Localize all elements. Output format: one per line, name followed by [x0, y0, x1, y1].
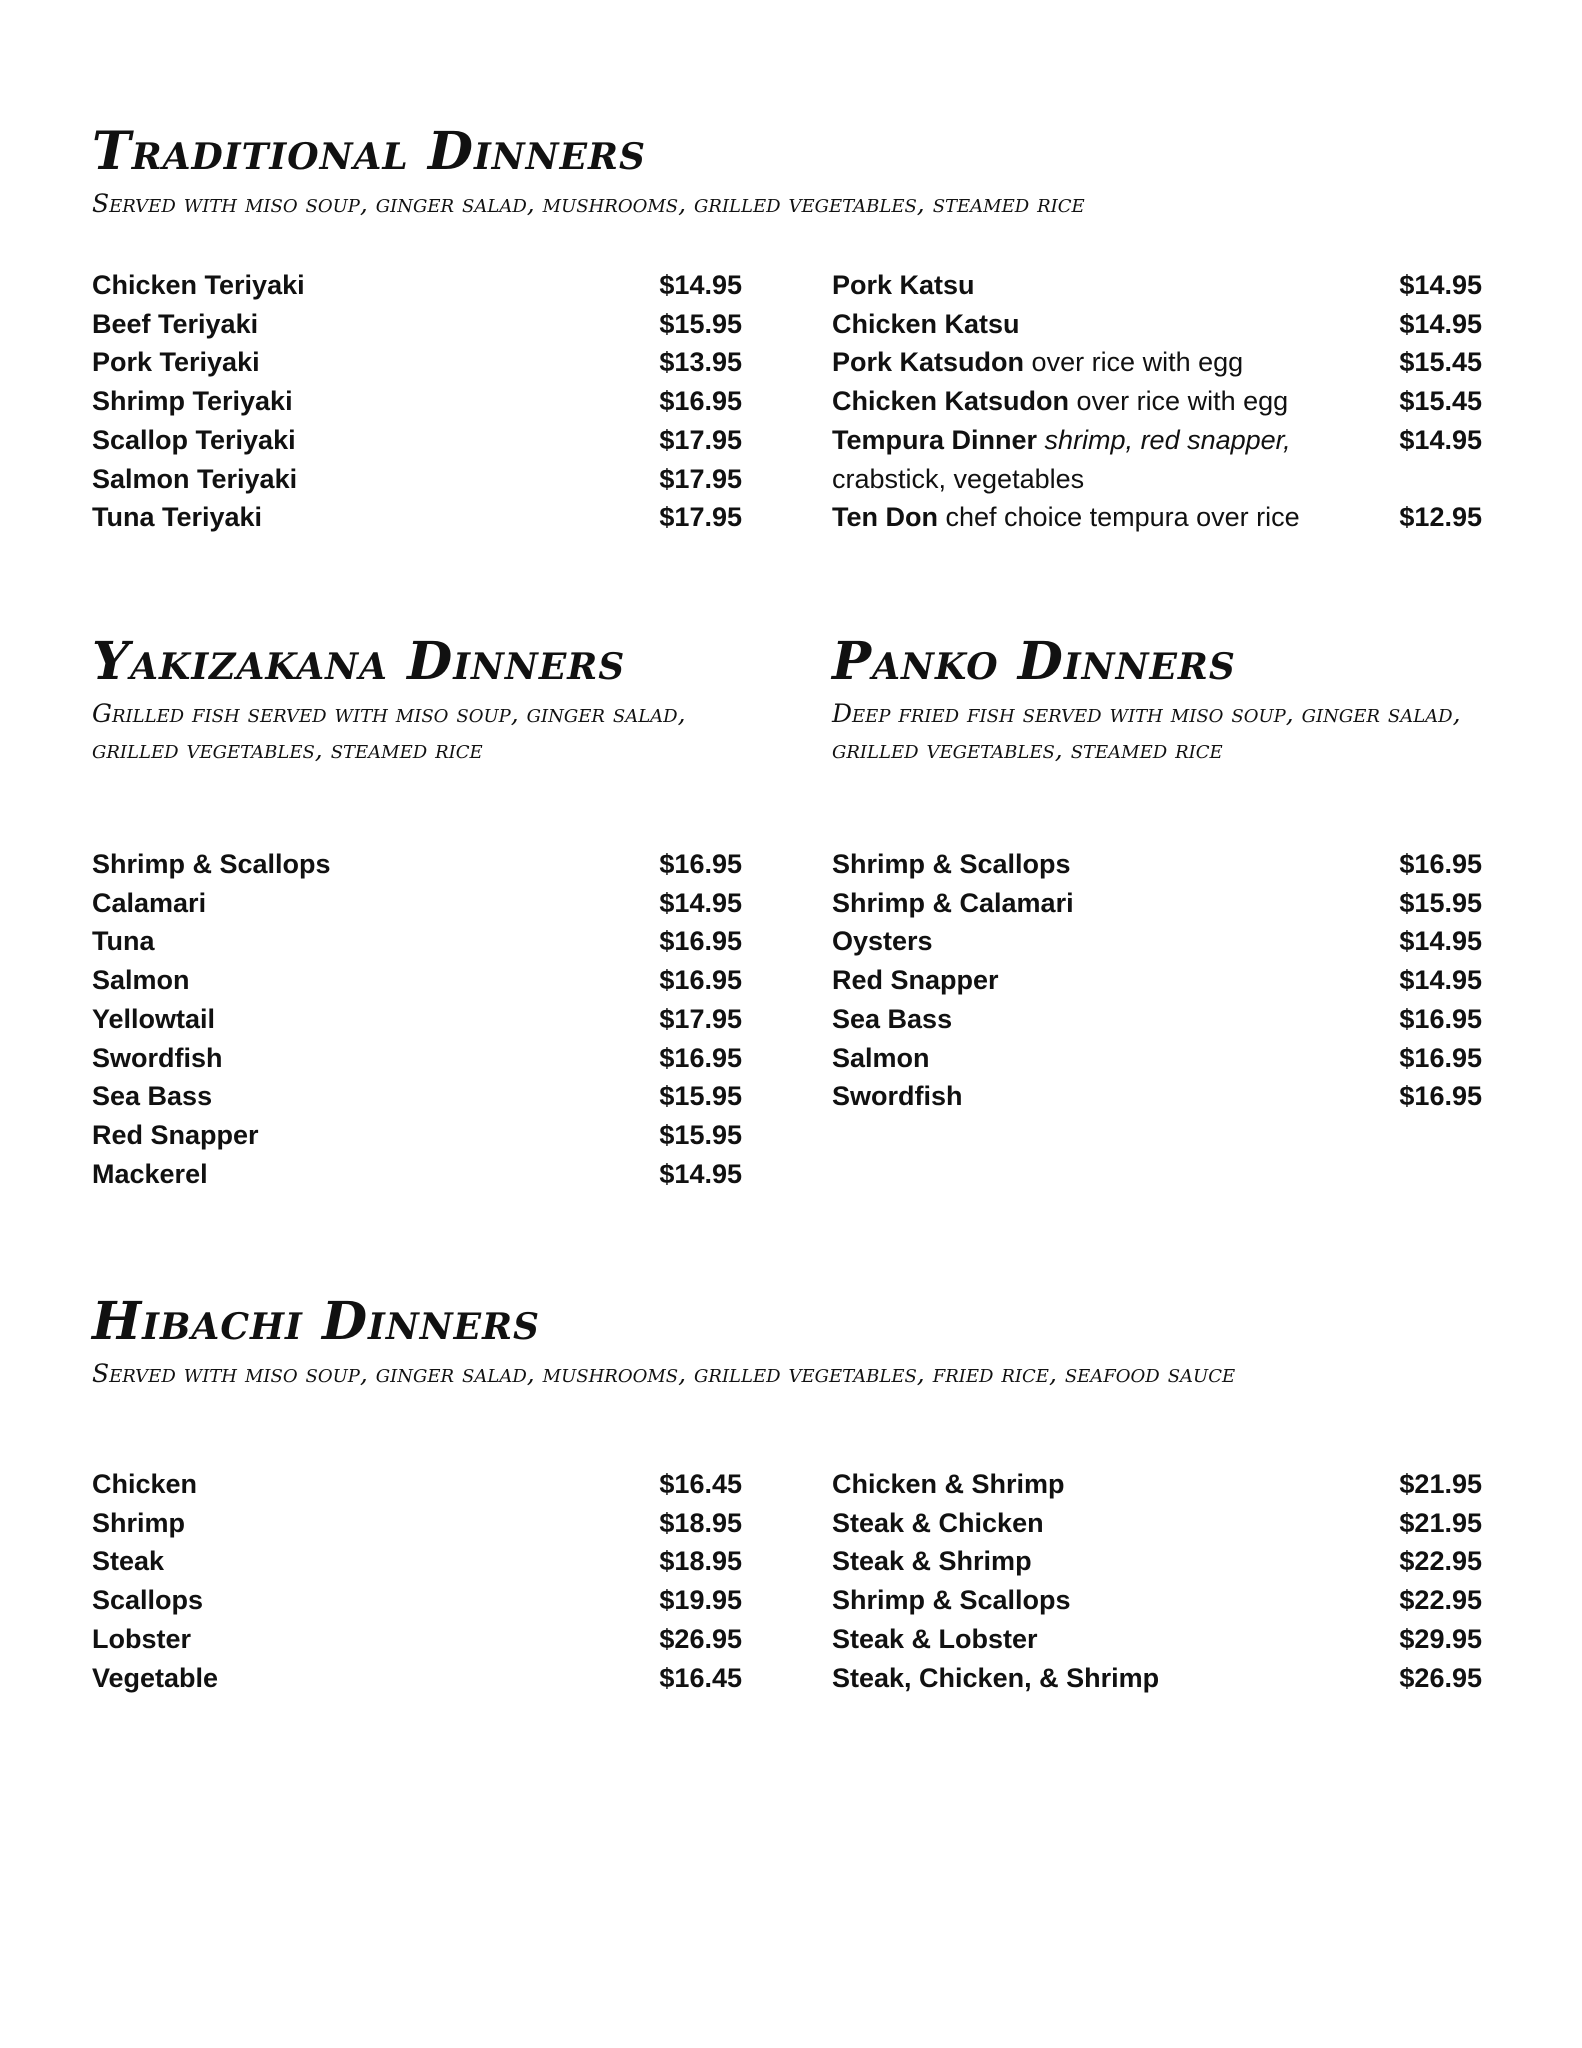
menu-item: Tempura Dinner shrimp, red snapper, crabstick, vegetables $14.95: [832, 424, 1482, 494]
menu-item: Chicken Katsudon over rice with egg $15.45: [832, 386, 1482, 417]
traditional-left-list: [92, 266, 742, 537]
menu-item: Tuna Teriyaki $17.95: [92, 502, 742, 533]
panko-header: [832, 631, 1482, 768]
menu-item: Shrimp Teriyaki $16.95: [92, 386, 742, 417]
menu-item: Sea Bass $16.95: [832, 1003, 1482, 1034]
hibachi-left-list: [92, 1465, 742, 1697]
panko-list: [832, 845, 1482, 1116]
traditional-section: [92, 121, 1482, 222]
menu-item: Lobster $26.95: [92, 1623, 742, 1654]
menu-item: Salmon $16.95: [832, 1042, 1482, 1073]
menu-item: Chicken Katsu $14.95: [832, 308, 1482, 339]
menu-item: Steak & Chicken $21.95: [832, 1507, 1482, 1538]
menu-item: Ten Don chef choice tempura over rice $12.95: [832, 502, 1482, 533]
menu-item: Calamari $14.95: [92, 887, 742, 918]
menu-item: Scallops $19.95: [92, 1585, 742, 1616]
menu-item: Sea Bass $15.95: [92, 1081, 742, 1112]
hibachi-section: [92, 1291, 1482, 1392]
menu-item: Chicken Teriyaki $14.95: [92, 270, 742, 300]
menu-item: Pork Teriyaki $13.95: [92, 347, 742, 378]
menu-item: Salmon Teriyaki $17.95: [92, 463, 742, 494]
menu-item: Yellowtail $17.95: [92, 1003, 742, 1034]
menu-item: Oysters $14.95: [832, 926, 1482, 957]
menu-item: Shrimp & Calamari $15.95: [832, 887, 1482, 918]
hibachi-subtitle: Served with miso soup, ginger salad, mushrooms, grilled vegetables, fried rice, seafood sauce: [92, 1359, 1236, 1388]
menu-item: Vegetable $16.45: [92, 1662, 742, 1693]
menu-item: Pork Katsu $14.95: [832, 270, 1482, 300]
menu-item: Pork Katsudon over rice with egg $15.45: [832, 347, 1482, 378]
menu-item: Salmon $16.95: [92, 965, 742, 996]
menu-item: Swordfish $16.95: [92, 1042, 742, 1073]
menu-item: Shrimp $18.95: [92, 1507, 742, 1538]
menu-item: Steak, Chicken, & Shrimp $26.95: [832, 1662, 1482, 1693]
yakizakana-title: Yakizakana Dinners: [92, 631, 626, 692]
yakizakana-header: [92, 631, 742, 768]
yakizakana-list: [92, 845, 742, 1193]
traditional-right-list: [832, 266, 1482, 537]
panko-title: Panko Dinners: [832, 631, 1236, 692]
menu-item: Red Snapper $15.95: [92, 1119, 742, 1150]
yakizakana-subtitle: Grilled fish served with miso soup, ginger salad, grilled vegetables, steamed rice: [92, 699, 686, 764]
menu-item: Shrimp & Scallops $16.95: [832, 849, 1482, 879]
menu-item: Chicken $16.45: [92, 1469, 742, 1499]
menu-item: Steak $18.95: [92, 1546, 742, 1577]
menu-item: Red Snapper $14.95: [832, 965, 1482, 996]
menu-item: Scallop Teriyaki $17.95: [92, 424, 742, 455]
hibachi-title: Hibachi Dinners: [92, 1291, 541, 1352]
menu-item: Shrimp & Scallops $22.95: [832, 1585, 1482, 1616]
menu-item: Steak & Shrimp $22.95: [832, 1546, 1482, 1577]
panko-subtitle: Deep fried fish served with miso soup, ginger salad, grilled vegetables, steamed rice: [832, 699, 1461, 764]
menu-item: Beef Teriyaki $15.95: [92, 308, 742, 339]
hibachi-right-list: [832, 1465, 1482, 1697]
menu-item: Steak & Lobster $29.95: [832, 1623, 1482, 1654]
menu-item: Shrimp & Scallops $16.95: [92, 849, 742, 879]
traditional-title: Traditional Dinners: [92, 121, 646, 182]
menu-item: Swordfish $16.95: [832, 1081, 1482, 1112]
menu-item: Mackerel $14.95: [92, 1158, 742, 1189]
menu-item: Tuna $16.95: [92, 926, 742, 957]
menu-item: Chicken & Shrimp $21.95: [832, 1469, 1482, 1499]
traditional-subtitle: Served with miso soup, ginger salad, mushrooms, grilled vegetables, steamed rice: [92, 189, 1085, 218]
